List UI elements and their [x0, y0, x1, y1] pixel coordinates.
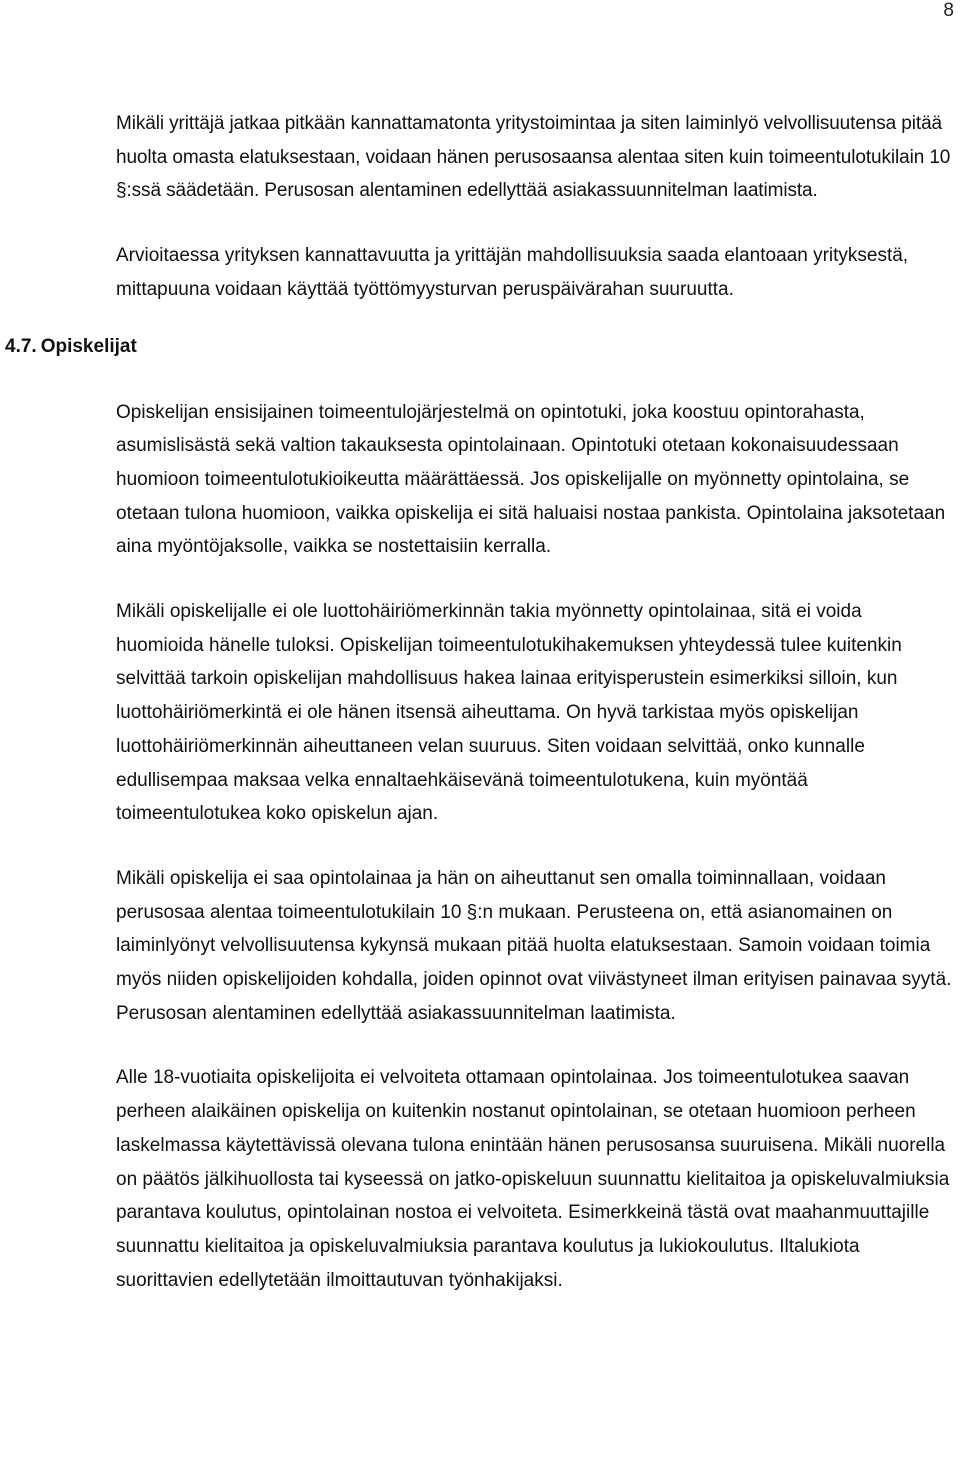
paragraph-entrepreneur-basic-amount: Mikäli yrittäjä jatkaa pitkään kannattamatonta yritystoimintaa ja siten laiminlyö velvollisuutensa pitää huolta omasta elatuksestaan, voidaan hänen perusosaansa alentaa siten kuin toimeentulotukilain 10 §:ssä säädetään. Perusosan alentaminen edellyttää asiakassuunnitelman laatimista.	[116, 113, 951, 202]
paragraph-spacer	[116, 1030, 952, 1061]
page-number: 8	[943, 0, 954, 21]
section-heading-wrapper	[5, 332, 952, 365]
paragraph-spacer	[116, 365, 952, 396]
paragraph-profitability-assessment: Arvioitaessa yrityksen kannattavuutta ja yrittäjän mahdollisuuksia saada elantoaan yrityksestä, mittapuuna voidaan käyttää työttömyysturvan peruspäivärahan suuruutta.	[116, 245, 909, 300]
paragraph-credit-default: Mikäli opiskelijalle ei ole luottohäiriömerkinnän takia myönnetty opintolainaa, sitä ei voida huomioida hänelle tuloksi. Opiskelijan toimeentulotukihakemuksen yhteydessä tulee kuitenkin selvittää tarkoin opiskelijan mahdollisuus hakea lainaa erityisperustein esimerkiksi silloin, kun luottohäiriömerkintä ei ole hänen itsensä aiheuttama. On hyvä tarkistaa myös opiskelijan luottohäiriömerkinnän aiheuttaneen velan suuruus. Siten voidaan selvittää, onko kunnalle edullisempaa maksaa velka ennaltaehkäisevänä toimeentulotukena, kuin myöntää toimeentulotukea koko opiskelun ajan.	[116, 601, 902, 825]
document-body	[5, 107, 952, 1297]
section-title: Opiskelijat	[40, 335, 137, 357]
section-number: 4.7.	[5, 335, 37, 357]
paragraph-spacer	[116, 564, 952, 595]
paragraph-spacer	[116, 307, 952, 332]
paragraph-spacer	[116, 831, 952, 862]
paragraph-spacer	[116, 208, 952, 239]
section-heading	[5, 330, 137, 364]
paragraph-basic-amount-reduction: Mikäli opiskelija ei saa opintolainaa ja hän on aiheuttanut sen omalla toiminnallaan, voidaan perusosaa alentaa toimeentulotukilain 10 §:n mukaan. Perusteena on, että asianomainen on laiminlyönyt velvollisuutensa kykynsä mukaan pitää huolta elatuksestaan. Samoin voidaan toimia myös niiden opiskelijoiden kohdalla, joiden opinnot ovat viivästyneet ilman erityisen painavaa syytä. Perusosan alentaminen edellyttää asiakassuunnitelman laatimista.	[116, 867, 952, 1024]
paragraph-student-income-system: Opiskelijan ensisijainen toimeentulojärjestelmä on opintotuki, joka koostuu opintorahasta, asumislisästä sekä valtion takauksesta opintolainaan. Opintotuki otetaan kokonaisuudessaan huomioon toimeentulotukioikeutta määrättäessä. Jos opiskelijalle on myönnetty opintolaina, se otetaan tulona huomioon, vaikka opiskelija ei sitä haluaisi nostaa pankista. Opintolaina jaksotetaan aina myöntöjaksolle, vaikka se nostettaisiin kerralla.	[116, 401, 946, 558]
paragraph-under-18-students: Alle 18-vuotiaita opiskelijoita ei velvoiteta ottamaan opintolainaa. Jos toimeentulotukea saavan perheen alaikäinen opiskelija on kuitenkin nostanut opintolainan, se otetaan huomioon perheen laskelmassa käytettävissä olevana tulona enintään hänen perusosansa suuruisena. Mikäli nuorella on päätös jälkihuollosta tai kyseessä on jatko-opiskeluun suunnattu kielitaitoa ja opiskeluvalmiuksia parantava koulutus, opintolainan nostoa ei velvoiteta. Esimerkkeinä tästä ovat maahanmuuttajille suunnattu kielitaitoa ja opiskeluvalmiuksia parantava koulutus ja lukiokoulutus. Iltalukiota suorittavien edellytetään ilmoittautuvan työnhakijaksi.	[116, 1067, 950, 1291]
